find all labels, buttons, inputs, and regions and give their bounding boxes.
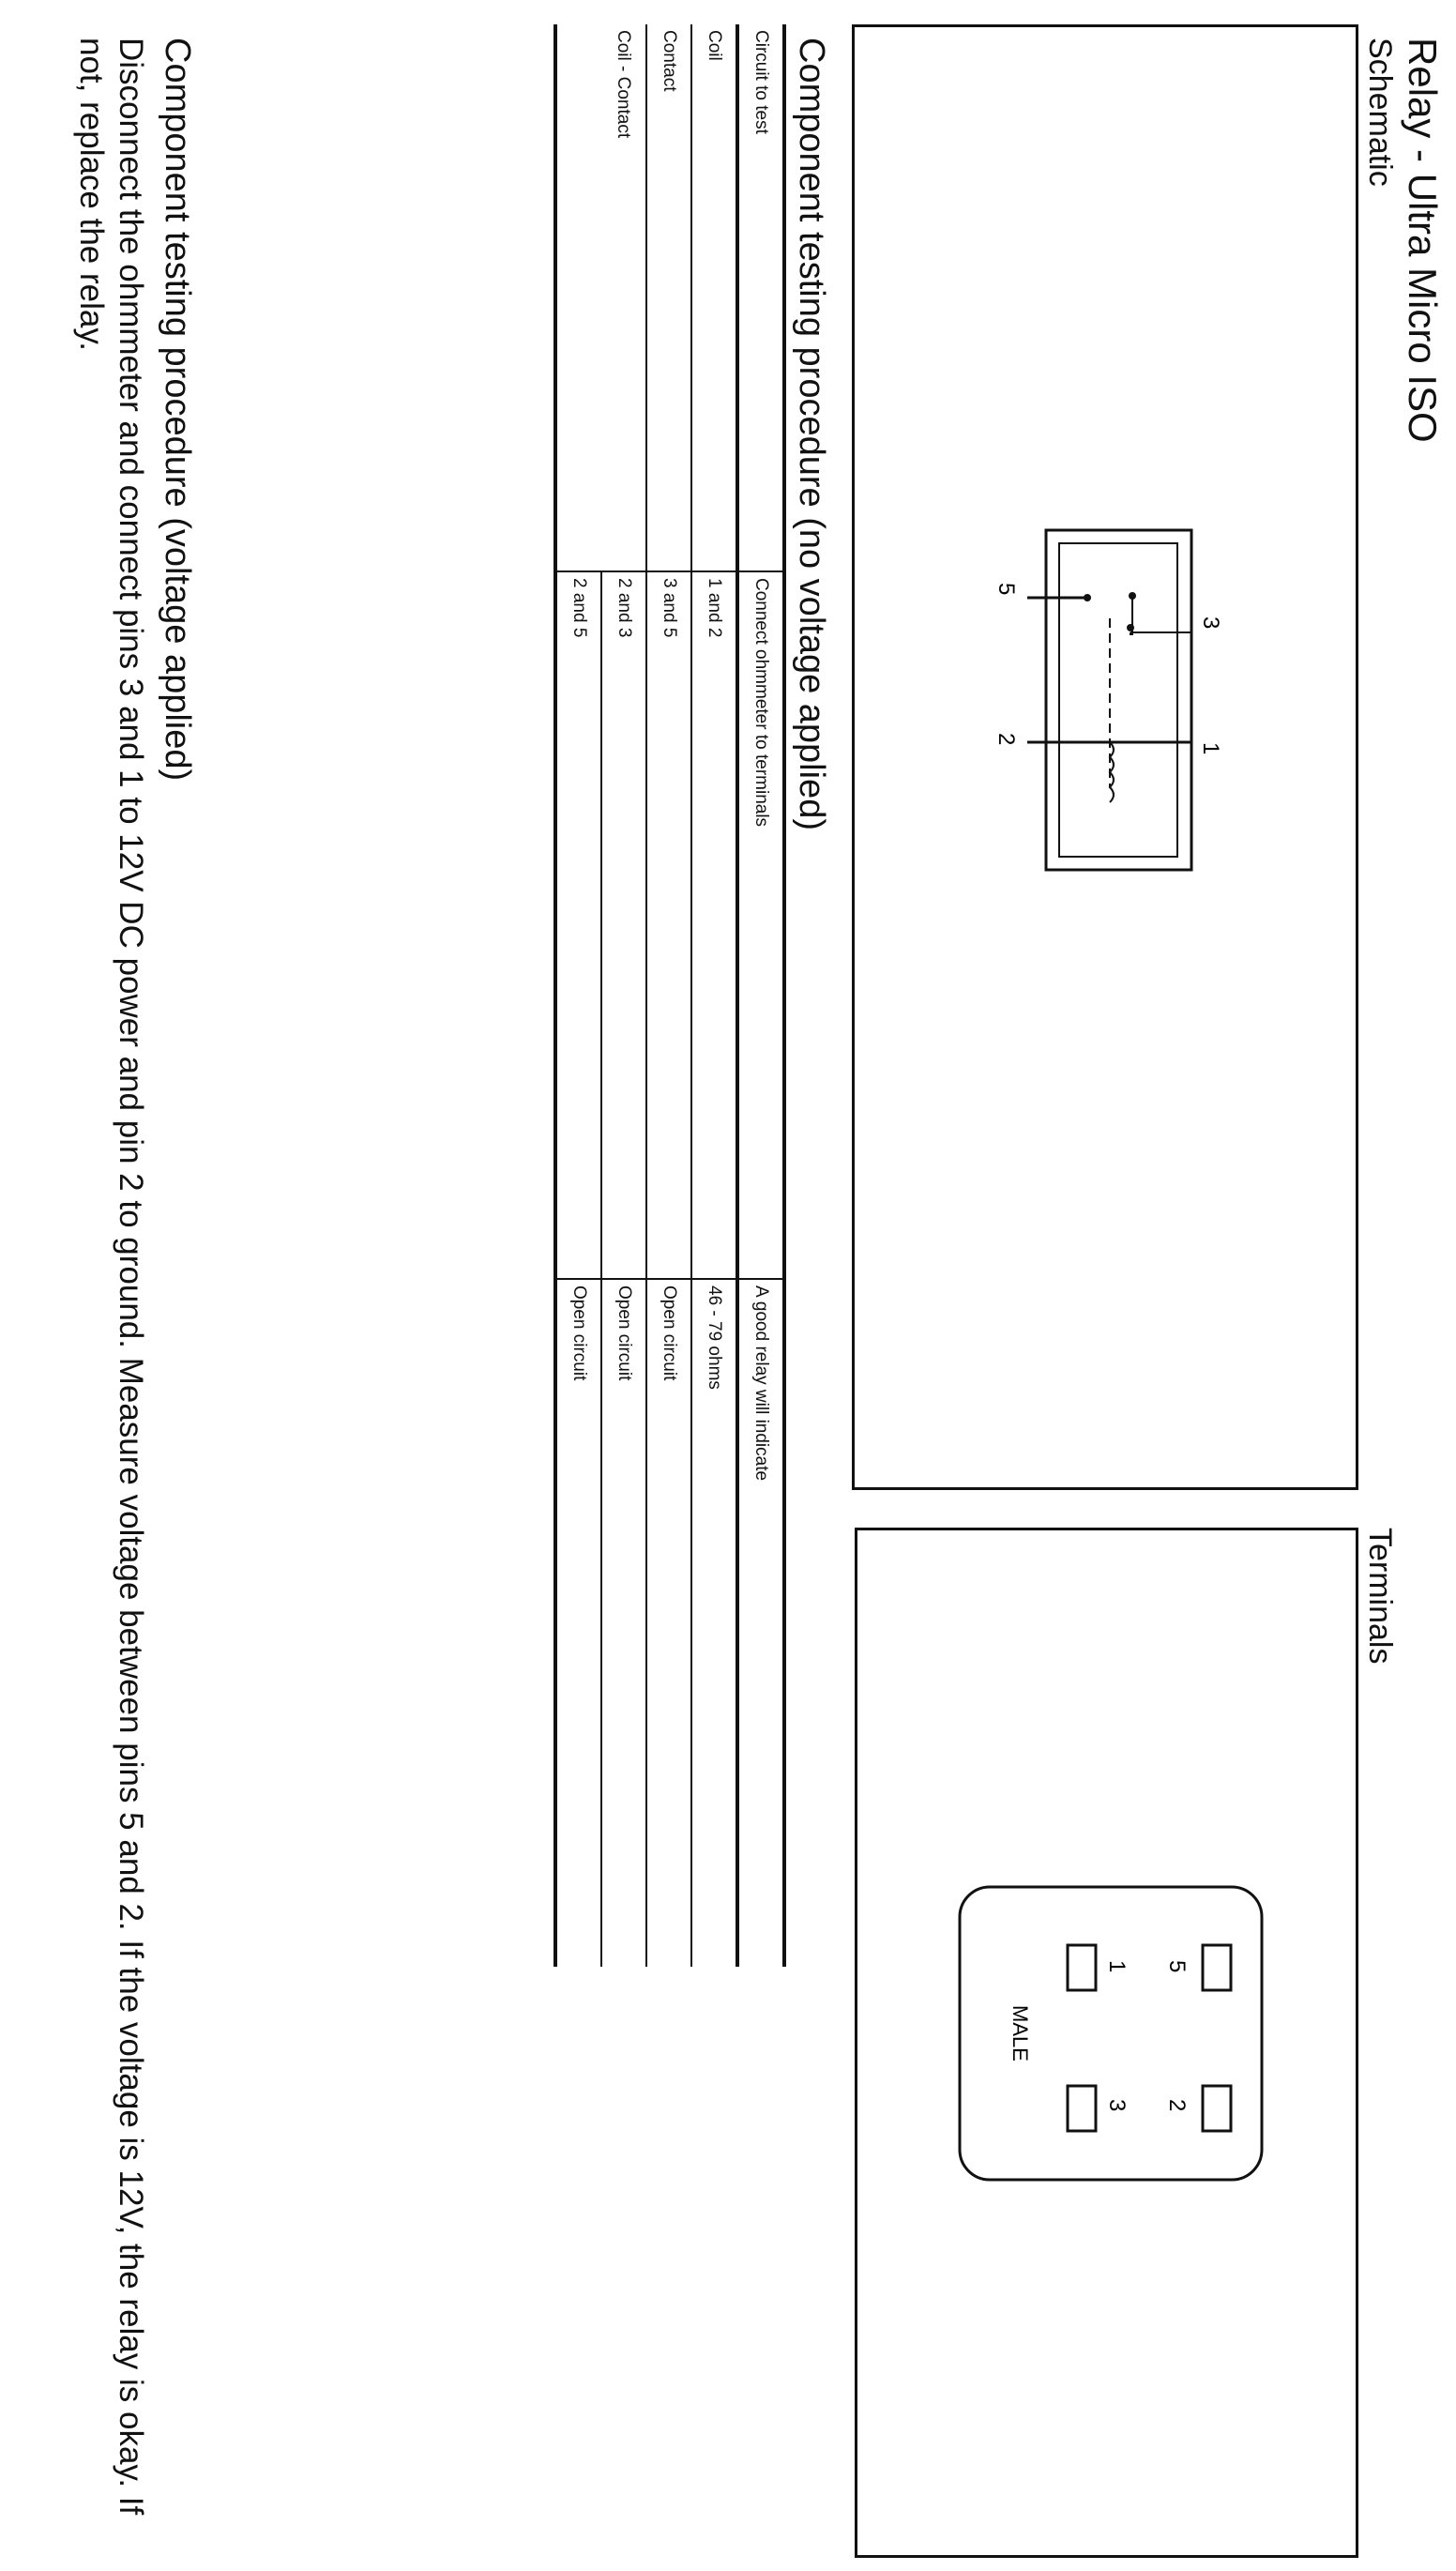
table-cell: Open circuit (601, 1279, 646, 1967)
pin-label: 5 (993, 583, 1019, 596)
voltage-heading: Component testing procedure (voltage applied) (158, 38, 197, 782)
table-cell: Open circuit (646, 1279, 691, 1967)
column-header: A good relay will indicate (737, 1279, 784, 1967)
voltage-procedure-text: Disconnect the ohmmeter and connect pins 3 and 1 to 12V DC power and pin 2 to ground. Measure voltage between pins 5 and 2. If the voltage is 12V, the relay is okay. If not, replace the relay. (73, 38, 149, 2516)
table-cell: Open circuit (555, 1279, 601, 1967)
connector-outline (960, 1887, 1262, 2180)
switch-pivot (1129, 592, 1136, 600)
table-cell: 3 and 5 (646, 571, 691, 1279)
table-row (555, 24, 601, 1967)
pin-label: 5 (1164, 1960, 1190, 1973)
relay-outer-box (1046, 530, 1191, 870)
pin-label: 3 (1198, 616, 1223, 630)
connector-gender-label: MALE (1009, 2005, 1032, 2061)
table-cell: Coil (705, 30, 724, 61)
relay-schematic-diagram (855, 27, 1356, 1487)
procedure-table-container (554, 24, 786, 1967)
table-cell: 2 and 3 (601, 571, 646, 1279)
table-row (691, 24, 737, 1967)
relay-inner-box (1059, 543, 1177, 857)
pin-label: 2 (1164, 2099, 1190, 2112)
table-row (601, 24, 646, 1967)
table-cell: Coil - Contact (614, 30, 634, 139)
column-header: Connect ohmmeter to terminals (737, 571, 784, 1279)
table-cell: 2 and 5 (555, 571, 601, 1279)
terminal-pin (1203, 1945, 1231, 1990)
connector-diagram (857, 1530, 1356, 2555)
pin-label: 1 (1198, 742, 1223, 755)
contact-point (1084, 594, 1091, 601)
terminal-pin (1068, 2086, 1096, 2131)
table-cell: 46 - 79 ohms (691, 1279, 737, 1967)
schematic-label: Schematic (1362, 38, 1398, 187)
coil-symbol (1110, 742, 1114, 802)
column-header: Circuit to test (751, 30, 771, 134)
table-cell: 1 and 2 (691, 571, 737, 1279)
terminal-pin (1068, 1945, 1096, 1990)
table-row (646, 24, 691, 1967)
pin-label: 2 (993, 733, 1019, 746)
terminals-label: Terminals (1362, 1528, 1398, 1665)
no-voltage-heading: Component testing procedure (no voltage applied) (792, 38, 831, 830)
table-header-row (737, 24, 784, 1967)
terminal-pin (1203, 2086, 1231, 2131)
table-cell: Contact (660, 30, 679, 92)
contact-point (1127, 624, 1134, 631)
pin-label: 1 (1104, 1960, 1130, 1973)
table-cell (555, 24, 601, 571)
pin-label: 3 (1104, 2099, 1130, 2112)
page-title: Relay - Ultra Micro ISO (1401, 38, 1445, 443)
procedure-table (554, 24, 786, 1967)
terminals-panel (855, 1528, 1358, 2558)
schematic-panel (852, 24, 1358, 1490)
